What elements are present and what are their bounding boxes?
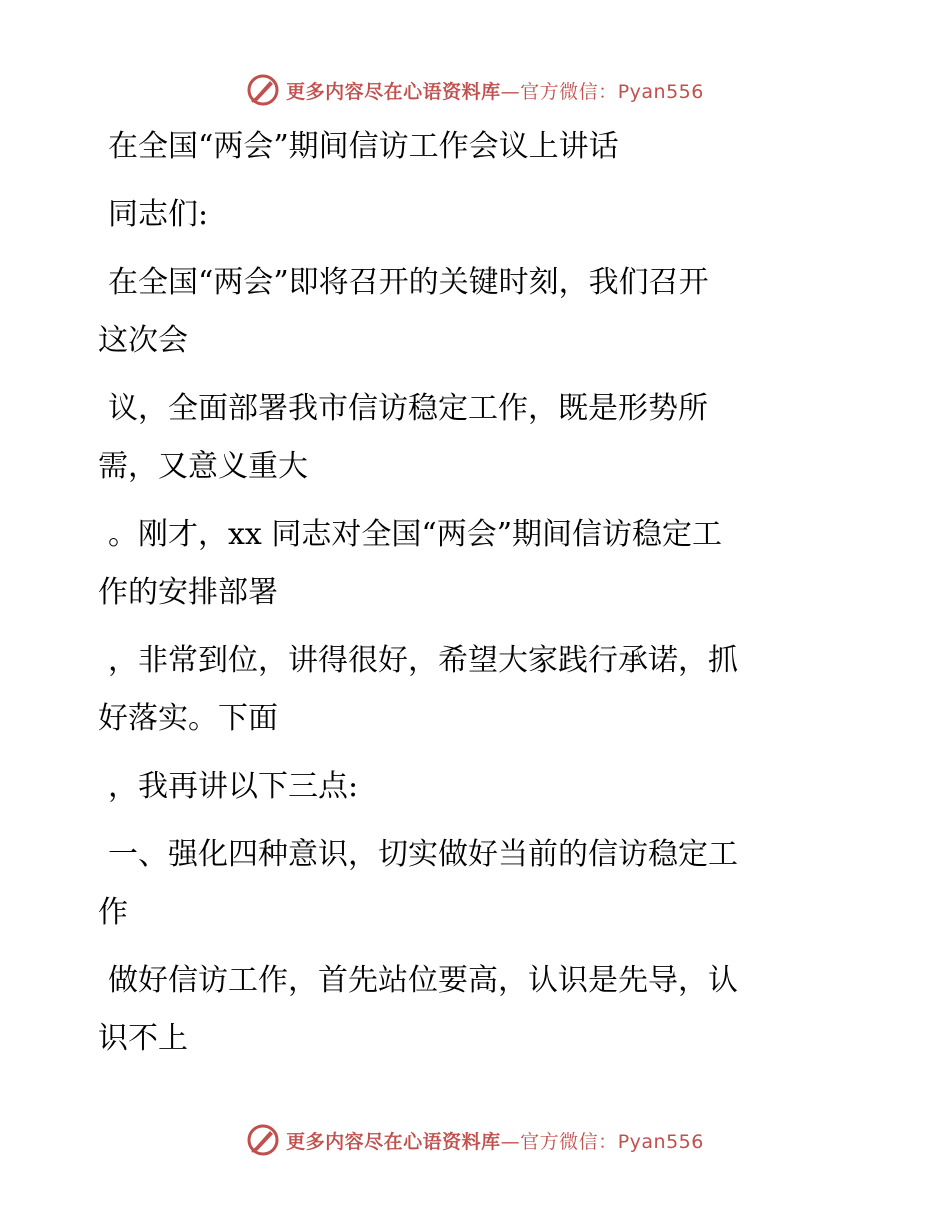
paragraph-line: 作 [98, 895, 128, 930]
paragraph-line: 议，全面部署我市信访稳定工作，既是形势所 [108, 391, 708, 426]
banner-wechat-label: 官方微信： [520, 80, 618, 103]
paragraph-line: 。刚才，xx 同志对全国“两会”期间信访稳定工 [108, 517, 723, 552]
document-body [98, 118, 838, 1078]
banner-text [286, 77, 704, 104]
paragraph-line: 做好信访工作，首先站位要高，认识是先导，认 [108, 963, 738, 998]
paragraph [98, 632, 838, 748]
banner-dash: — [500, 1130, 521, 1153]
paragraph [98, 506, 838, 622]
paragraph-line: 一、强化四种意识，切实做好当前的信访稳定工 [108, 837, 738, 872]
paragraph [98, 254, 838, 370]
banner-site-text: 更多内容尽在心语资料库 [286, 1130, 501, 1153]
banner-site-text: 更多内容尽在心语资料库 [286, 80, 501, 103]
footer-banner-inner [246, 1123, 704, 1157]
banner-wechat-label: 官方微信： [520, 1130, 618, 1153]
paragraph-line: 这次会 [98, 323, 188, 358]
section-heading [98, 826, 838, 942]
paragraph-line: 同志们: [108, 197, 209, 232]
paragraph-line: 需，又意义重大 [98, 449, 308, 484]
paragraph-line: ，我再讲以下三点: [108, 769, 359, 804]
paragraph-line: 好落实。下面 [98, 701, 278, 736]
paragraph [98, 380, 838, 496]
paragraph-line: 作的安排部署 [98, 575, 278, 610]
header-banner [0, 70, 950, 110]
paragraph-line: 在全国“两会”期间信访工作会议上讲话 [108, 129, 619, 164]
quill-logo-icon [246, 73, 280, 107]
banner-dash: — [500, 80, 521, 103]
footer-banner [0, 1120, 950, 1160]
banner-account: Pyan556 [617, 1130, 704, 1153]
paragraph [98, 758, 838, 816]
document-title [98, 118, 838, 176]
banner-text [286, 1127, 704, 1154]
quill-logo-icon [246, 1123, 280, 1157]
paragraph-line: 识不上 [98, 1021, 188, 1056]
header-banner-inner [246, 73, 704, 107]
paragraph-line: ，非常到位，讲得很好，希望大家践行承诺，抓 [108, 643, 738, 678]
paragraph-line: 在全国“两会”即将召开的关键时刻，我们召开 [108, 265, 709, 300]
salutation [98, 186, 838, 244]
paragraph [98, 952, 838, 1068]
banner-account: Pyan556 [617, 80, 704, 103]
